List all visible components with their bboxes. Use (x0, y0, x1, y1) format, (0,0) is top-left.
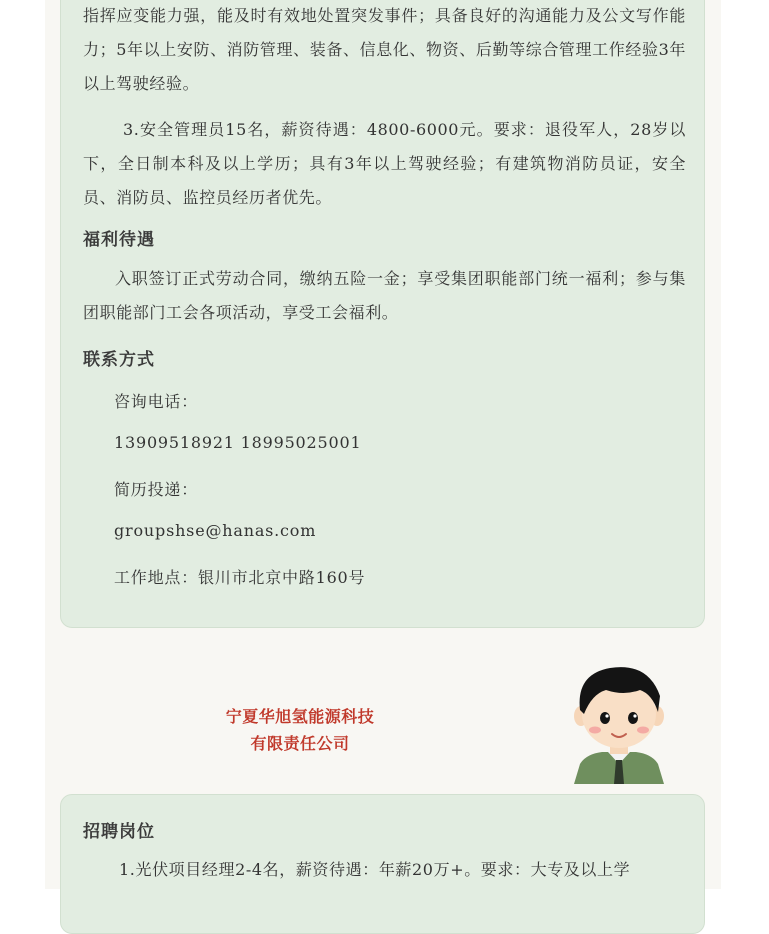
company-name-line1: 宁夏华旭氢能源科技 (225, 707, 375, 726)
contact-heading: 联系方式 (83, 350, 155, 370)
resume-label: 简历投递： (114, 480, 199, 499)
job-3-paragraph: 3.安全管理员15名，薪资待遇：4800-6000元。要求：退役军人，28岁以下，全日制本科及以上学历；具有3年以上驾驶经验；有建筑物消防员证，安全员、消防员、监控员经历者优先。 (83, 120, 686, 207)
cartoon-boy-icon (566, 660, 672, 784)
benefits-paragraph: 入职签订正式劳动合同，缴纳五险一金；享受集团职能部门统一福利；参与集团职能部门工会各项活动，享受工会福利。 (83, 269, 686, 322)
positions-heading: 招聘岗位 (83, 822, 155, 842)
email-text: groupshse@hanas.com (114, 521, 317, 540)
job-details-card (60, 0, 705, 628)
intro-paragraph: 指挥应变能力强，能及时有效地处置突发事件；具备良好的沟通能力及公文写作能力；5年以上安防、消防管理、装备、信息化、物资、后勤等综合管理工作经验3年以上驾驶经验。 (83, 6, 686, 93)
company-name-line2: 有限责任公司 (250, 734, 350, 753)
phone-numbers: 13909518921 18995025001 (114, 433, 362, 452)
positions-card (60, 794, 705, 934)
company-name (200, 703, 400, 757)
phone-label: 咨询电话： (114, 392, 199, 411)
address-text: 工作地点：银川市北京中路160号 (114, 568, 366, 587)
job-1-paragraph: 1.光伏项目经理2-4名，薪资待遇：年薪20万+。要求：大专及以上学 (119, 860, 631, 879)
benefits-heading: 福利待遇 (83, 230, 155, 250)
